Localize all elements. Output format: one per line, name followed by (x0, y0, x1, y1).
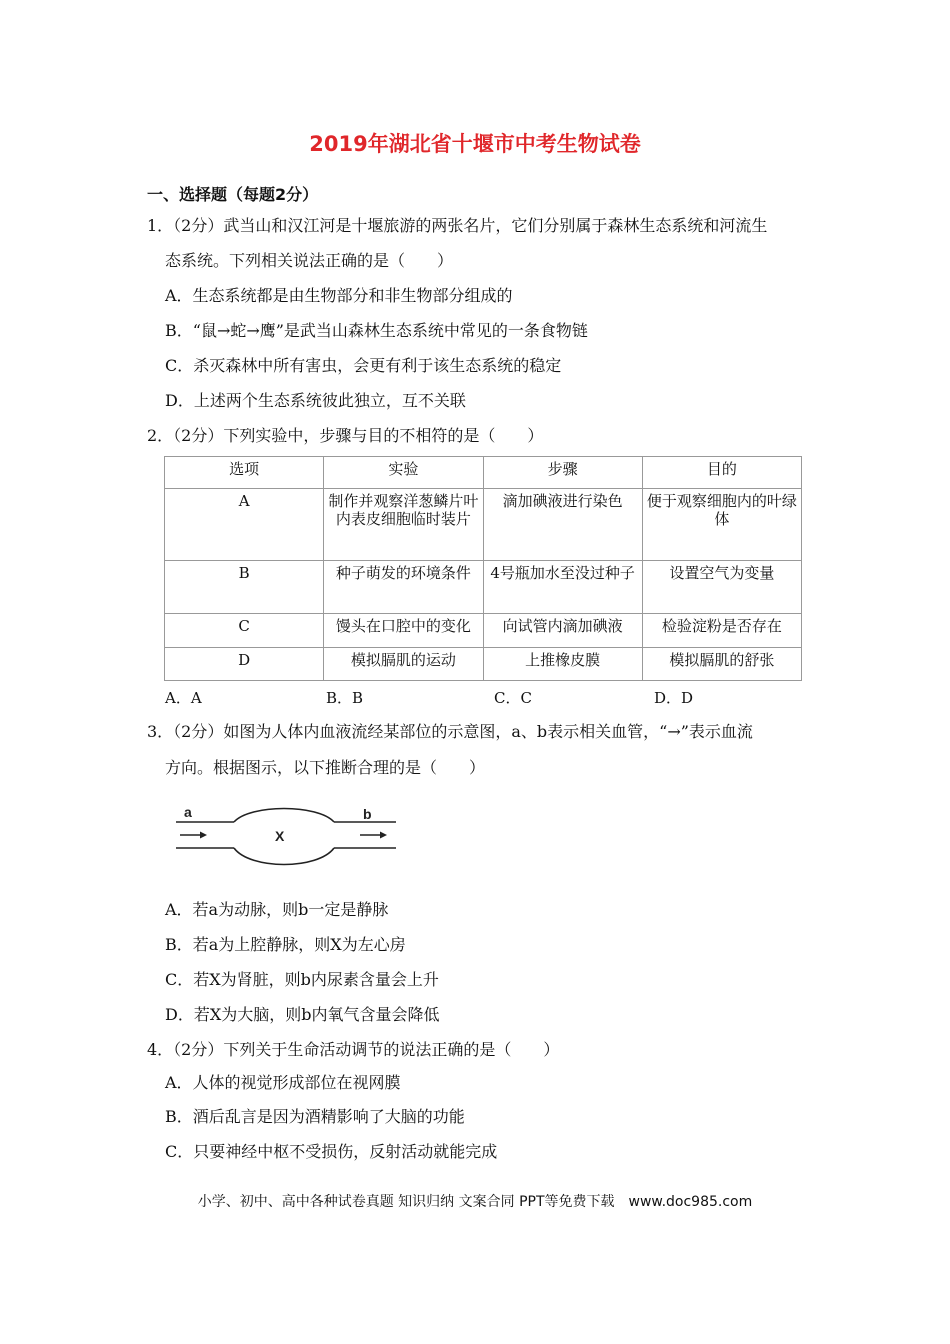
q4-option-b: B．酒后乱言是因为酒精影响了大脑的功能 (165, 1107, 465, 1126)
q4-stem: 4．（2分）下列关于生命活动调节的说法正确的是（ ） (147, 1040, 560, 1059)
q2-choice-a: A．A (165, 689, 202, 707)
q2-choice-b: B．B (326, 689, 364, 707)
table-row (165, 614, 802, 648)
table-header-cell: 实验 (324, 457, 483, 489)
table-cell: 种子萌发的环境条件 (324, 561, 483, 614)
table-cell: 4号瓶加水至没过种子 (483, 561, 642, 614)
table-cell: 滴加碘液进行染色 (483, 489, 642, 561)
experiment-table (164, 456, 802, 681)
table-header-cell: 目的 (642, 457, 801, 489)
arrow-right-icon (180, 832, 207, 839)
table-row (165, 561, 802, 614)
table-cell: 向试管内滴加碘液 (483, 614, 642, 648)
q3-stem-line2: 方向。根据图示，以下推断合理的是（ ） (165, 758, 486, 777)
table-cell: 馒头在口腔中的变化 (324, 614, 483, 648)
table-cell: 模拟膈肌的运动 (324, 648, 483, 681)
table-header-cell: 选项 (165, 457, 324, 489)
table-cell: 便于观察细胞内的叶绿体 (642, 489, 801, 561)
page-title: 2019年湖北省十堰市中考生物试卷 (309, 132, 641, 156)
q3-option-d: D．若X为大脑，则b内氧气含量会降低 (165, 1005, 440, 1024)
q3-option-b: B．若a为上腔静脉，则X为左心房 (165, 935, 406, 954)
table-cell: 模拟膈肌的舒张 (642, 648, 801, 681)
footer-note: 小学、初中、高中各种试卷真题 知识归纳 文案合同 PPT等免费下载 www.doc985.com (197, 1194, 753, 1210)
table-cell: A (165, 489, 324, 561)
arrow-right-icon (360, 832, 387, 839)
q1-option-d: D．上述两个生态系统彼此独立，互不关联 (165, 391, 466, 410)
q3-stem-line1: 3．（2分）如图为人体内血液流经某部位的示意图，a、b表示相关血管，“→”表示血流 (147, 722, 753, 741)
blood-flow-diagram (170, 800, 410, 880)
table-cell: 制作并观察洋葱鳞片叶内表皮细胞临时装片 (324, 489, 483, 561)
q3-option-a: A．若a为动脉，则b一定是静脉 (165, 900, 389, 919)
table-cell: D (165, 648, 324, 681)
q2-stem: 2．（2分）下列实验中，步骤与目的不相符的是（ ） (147, 426, 544, 445)
table-header-row (165, 457, 802, 489)
table-cell: B (165, 561, 324, 614)
table-cell: 设置空气为变量 (642, 561, 801, 614)
organ-label-x: X (275, 828, 285, 844)
table-header-cell: 步骤 (483, 457, 642, 489)
q2-choice-d: D．D (654, 689, 694, 707)
q4-option-c: C．只要神经中枢不受损伤，反射活动就能完成 (165, 1142, 498, 1161)
table-row (165, 489, 802, 561)
table-row (165, 648, 802, 681)
table-cell: 检验淀粉是否存在 (642, 614, 801, 648)
q4-option-a: A．人体的视觉形成部位在视网膜 (165, 1073, 401, 1092)
q1-stem-line2: 态系统。下列相关说法正确的是（ ） (165, 251, 454, 270)
section-heading: 一、选择题（每题2分） (147, 185, 319, 204)
q1-option-c: C．杀灭森林中所有害虫，会更有利于该生态系统的稳定 (165, 356, 562, 375)
q1-stem-line1: 1．（2分）武当山和汉江河是十堰旅游的两张名片，它们分别属于森林生态系统和河流生 (147, 216, 768, 235)
table-cell: C (165, 614, 324, 648)
table-cell: 上推橡皮膜 (483, 648, 642, 681)
vessel-label-a: a (184, 804, 192, 820)
q3-option-c: C．若X为肾脏，则b内尿素含量会上升 (165, 970, 439, 989)
q1-option-b: B．“鼠→蛇→鹰”是武当山森林生态系统中常见的一条食物链 (165, 321, 588, 340)
vessel-label-b: b (363, 806, 372, 822)
q1-option-a: A．生态系统都是由生物部分和非生物部分组成的 (165, 286, 513, 305)
q2-choice-c: C．C (494, 689, 532, 707)
